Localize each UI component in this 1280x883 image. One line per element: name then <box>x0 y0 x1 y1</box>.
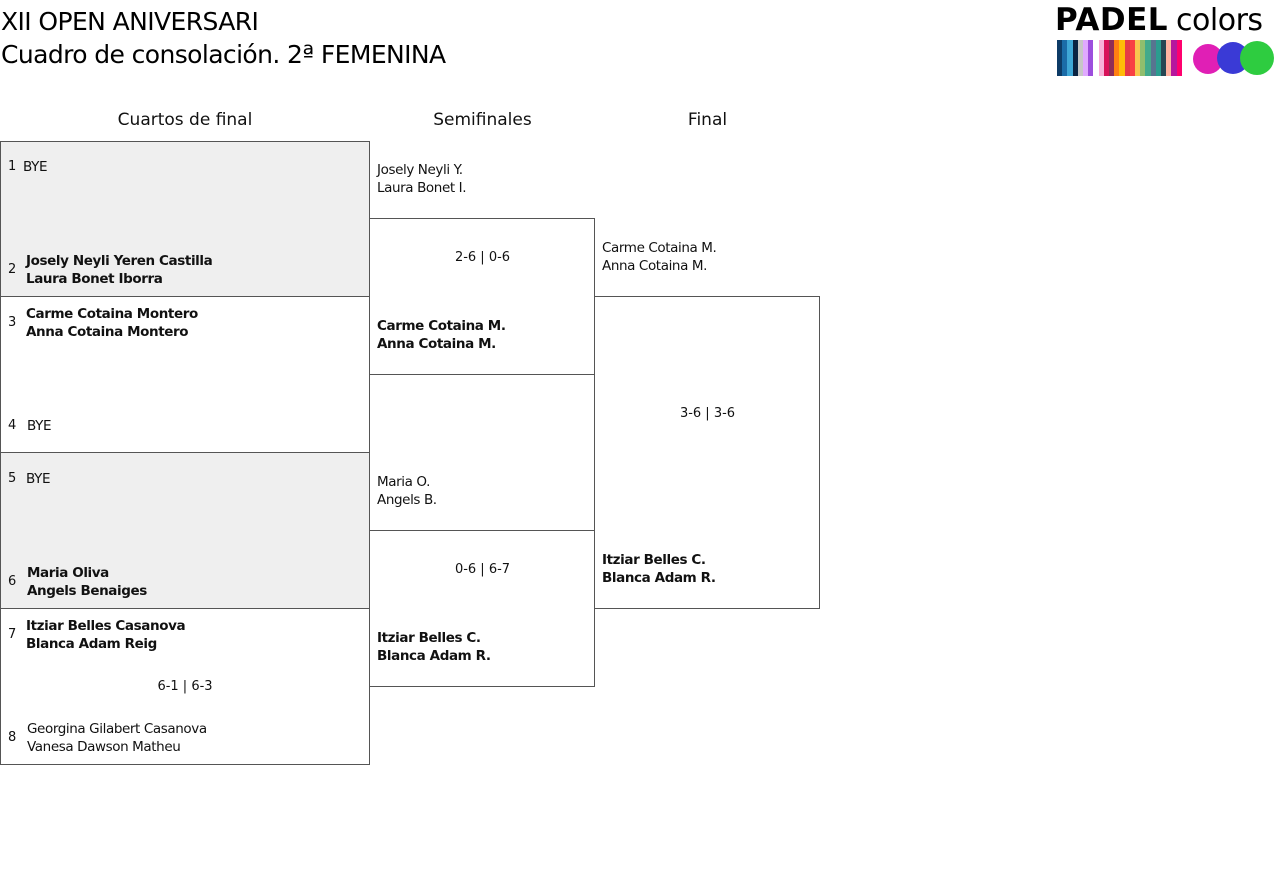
player-name: Josely Neyli Yeren Castilla <box>26 253 213 269</box>
player-name: Anna Cotaina Montero <box>26 324 189 340</box>
qf-seed-5: 5 <box>8 471 17 486</box>
sf-match-score-2: 0-6 | 6-7 <box>454 562 511 577</box>
qf-seed-2: 2 <box>8 262 17 277</box>
player-name: BYE <box>23 159 48 175</box>
logo-wordmark <box>1055 2 1263 38</box>
player-name: Anna Cotaina M. <box>602 258 707 274</box>
player-name: Anna Cotaina M. <box>377 336 496 352</box>
logo-balls-icon <box>1193 38 1277 80</box>
player-name: Itziar Belles C. <box>377 630 481 646</box>
player-name: BYE <box>27 418 52 434</box>
sf-team-1 <box>377 161 466 197</box>
player-name: Georgina Gilabert Casanova <box>27 721 207 737</box>
player-name: Blanca Adam Reig <box>26 636 157 652</box>
qf-team-1 <box>23 158 47 176</box>
sf-team-2 <box>377 317 506 353</box>
player-name: Josely Neyli Y. <box>377 162 463 178</box>
logo-ball-green <box>1240 41 1274 75</box>
sf-team-4 <box>377 629 491 665</box>
final-team-1 <box>602 239 716 275</box>
sf-match-score-1: 2-6 | 0-6 <box>454 250 511 265</box>
final-team-2 <box>602 551 716 587</box>
qf-team-5 <box>26 470 50 488</box>
qf-seed-8: 8 <box>8 730 17 745</box>
player-name: Angels B. <box>377 492 437 508</box>
qf-seed-6: 6 <box>8 574 17 589</box>
qf-seed-7: 7 <box>8 627 17 642</box>
qf-seed-4: 4 <box>8 418 17 433</box>
player-name: Maria O. <box>377 474 430 490</box>
qf-seed-1: 1 <box>8 159 17 174</box>
player-name: Laura Bonet I. <box>377 180 467 196</box>
player-name: Carme Cotaina M. <box>377 318 506 334</box>
player-name: Itziar Belles C. <box>602 552 706 568</box>
round-header-quarterfinals: Cuartos de final <box>117 110 253 130</box>
player-name: Blanca Adam R. <box>602 570 716 586</box>
qf-team-8 <box>27 720 207 756</box>
logo-stripe <box>1177 40 1182 76</box>
player-name: Angels Benaiges <box>27 583 147 599</box>
qf-seed-3: 3 <box>8 315 17 330</box>
qf-match-score-4: 6-1 | 6-3 <box>157 679 213 694</box>
padel-colors-logo <box>1055 2 1277 80</box>
player-name: Laura Bonet Iborra <box>26 271 163 287</box>
round-header-final: Final <box>687 110 728 130</box>
final-match-score: 3-6 | 3-6 <box>679 406 736 421</box>
logo-word-sub: colors <box>1176 3 1263 38</box>
qf-team-7 <box>26 617 185 653</box>
logo-word-main: PADEL <box>1055 2 1169 38</box>
draw-subtitle: Cuadro de consolación. 2ª FEMENINA <box>1 40 446 69</box>
player-name: Blanca Adam R. <box>377 648 491 664</box>
qf-team-2 <box>26 252 212 288</box>
qf-team-6 <box>27 564 147 600</box>
player-name: BYE <box>26 471 51 487</box>
round-header-semifinals: Semifinales <box>433 110 532 130</box>
player-name: Carme Cotaina Montero <box>26 306 198 322</box>
sf-team-3 <box>377 473 437 509</box>
qf-team-4 <box>27 417 51 435</box>
tournament-title: XII OPEN ANIVERSARI <box>1 7 259 36</box>
player-name: Itziar Belles Casanova <box>26 618 186 634</box>
player-name: Carme Cotaina M. <box>602 240 717 256</box>
logo-stripes <box>1057 40 1182 76</box>
player-name: Maria Oliva <box>27 565 109 581</box>
player-name: Vanesa Dawson Matheu <box>27 739 181 755</box>
qf-team-3 <box>26 305 198 341</box>
